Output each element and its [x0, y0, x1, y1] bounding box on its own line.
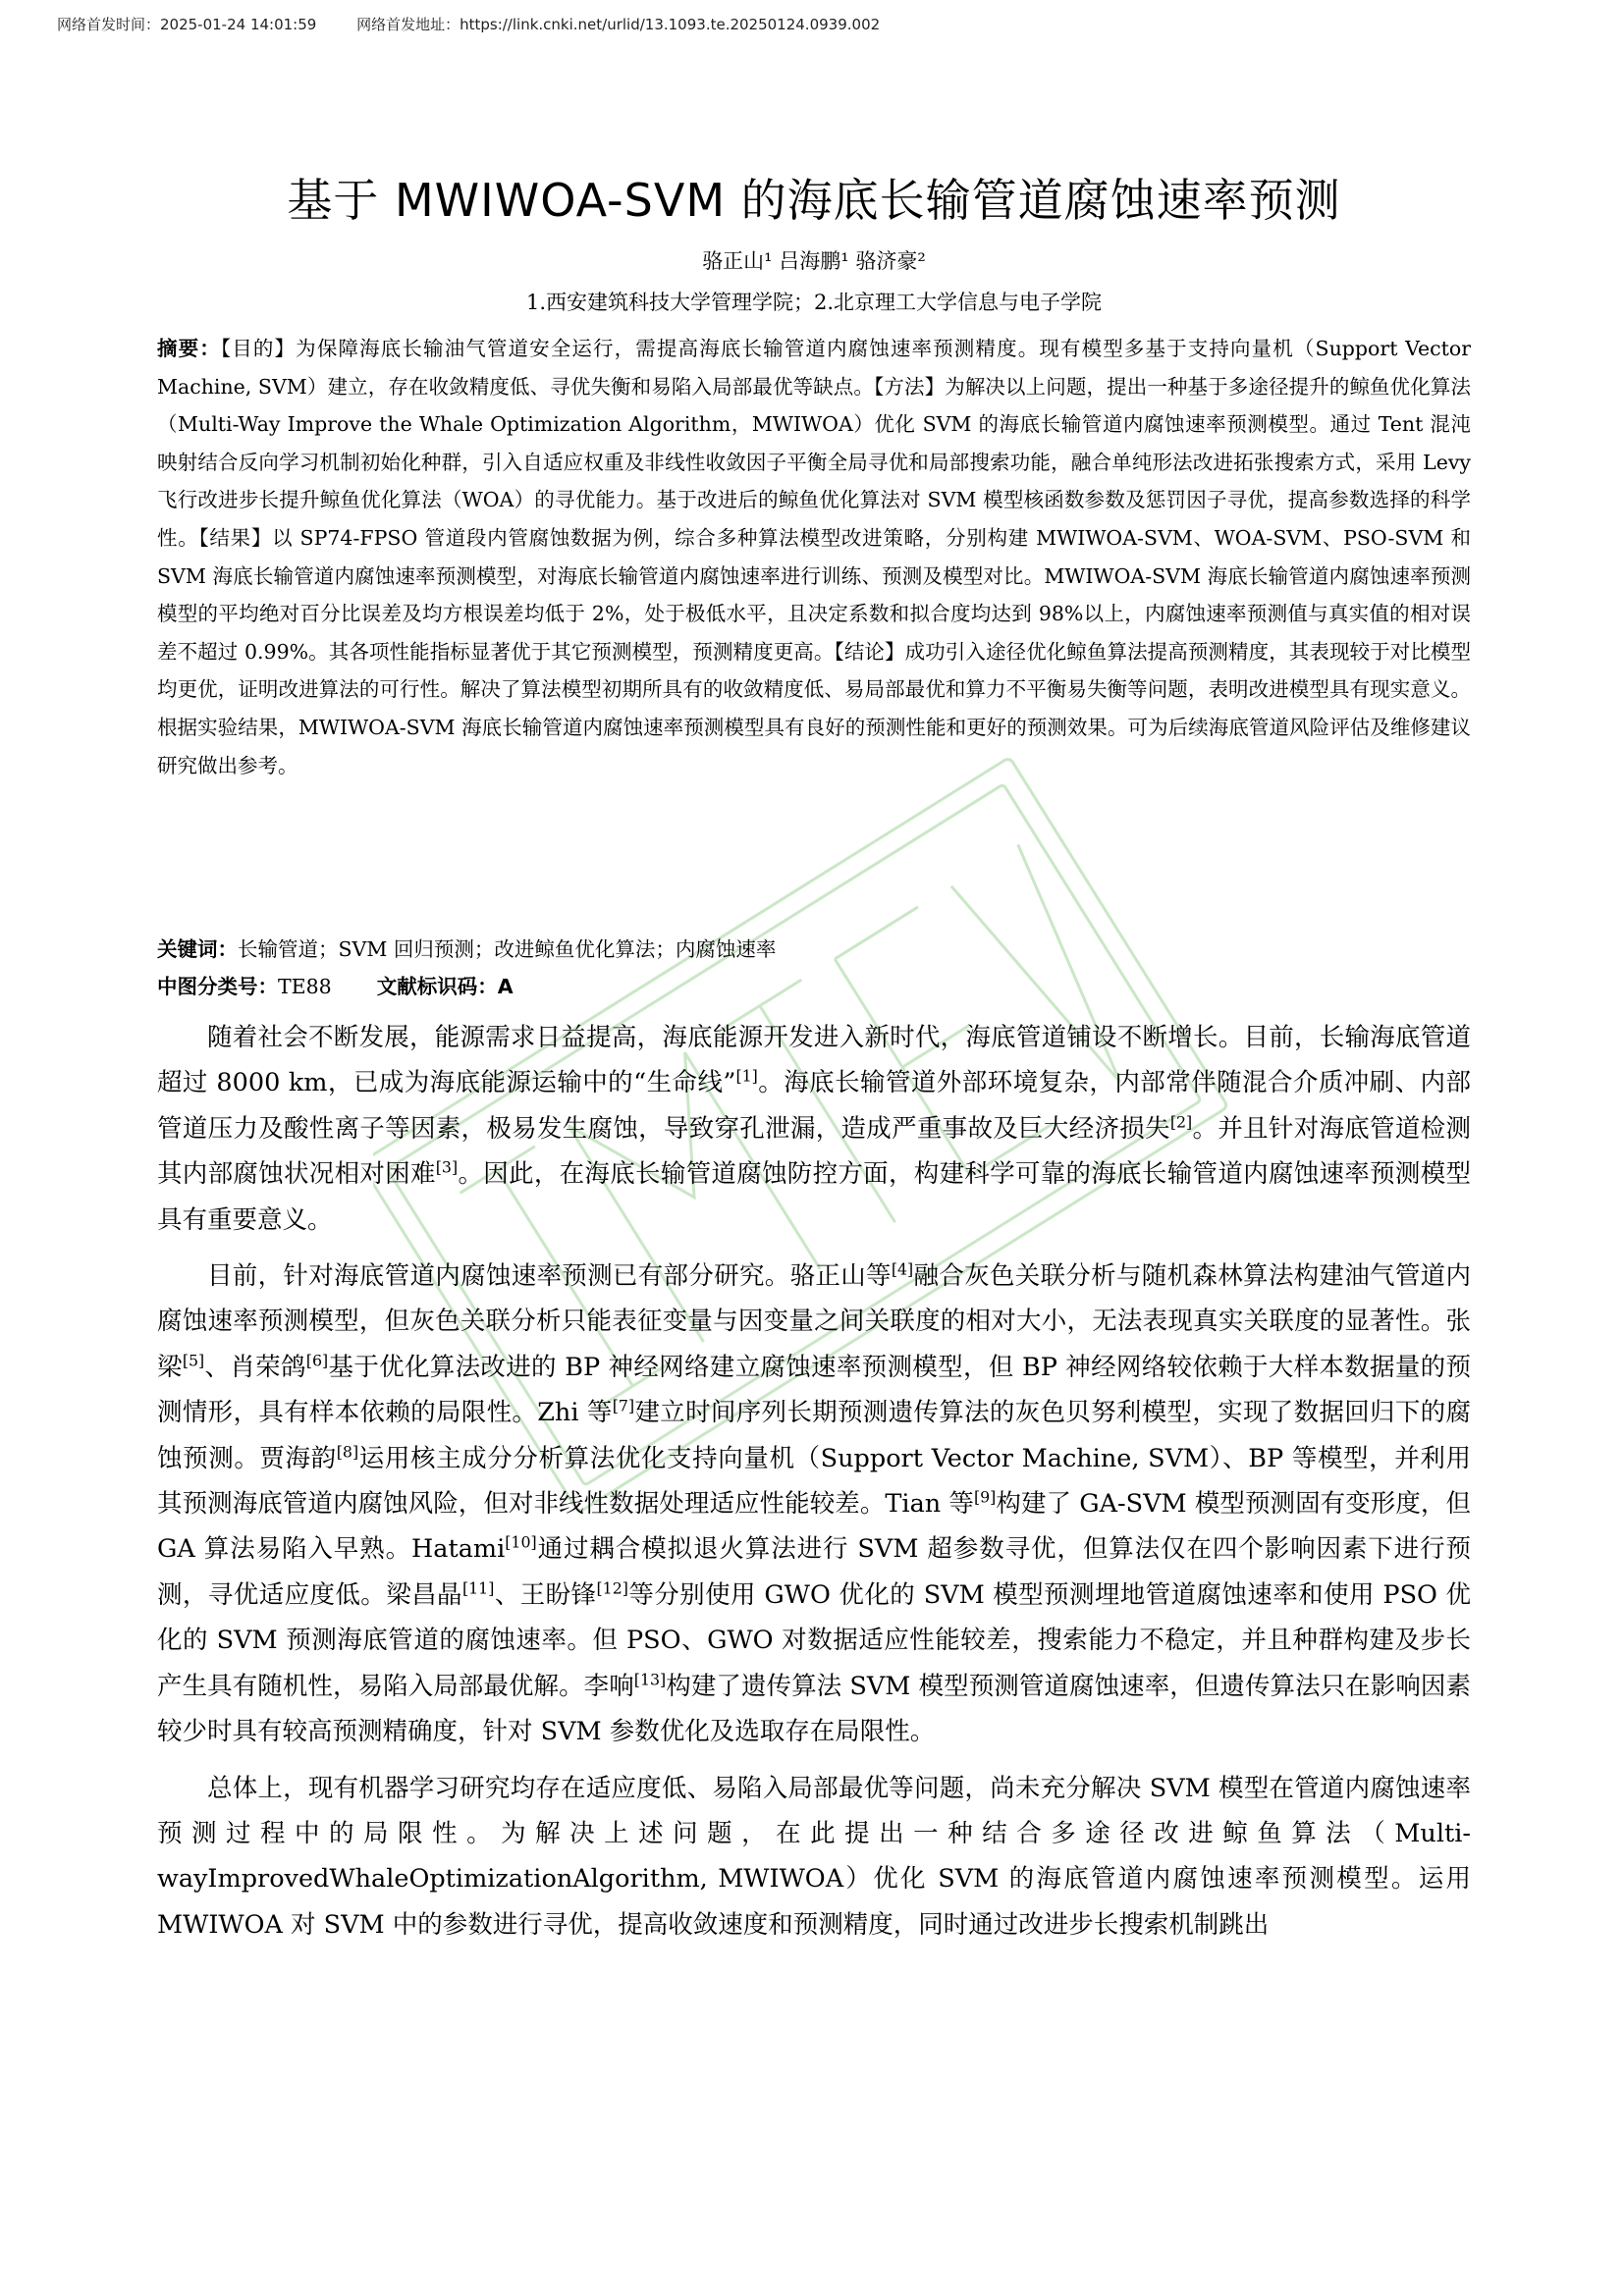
- body-text: [157, 1015, 1471, 1958]
- first-publish-url: 网络首发地址：https://link.cnki.net/urlid/13.1093.te.20250124.0939.002: [356, 16, 881, 33]
- citation: [6]: [305, 1351, 329, 1370]
- abstract-label: 摘要：: [157, 337, 221, 360]
- paper-authors: 骆正山¹ 吕海鹏¹ 骆济豪²: [702, 249, 926, 273]
- body-paragraph-1: 随着社会不断发展，能源需求日益提高，海底能源开发进入新时代，海底管道铺设不断增长。目前，长输海底管道超过 8000 km，已成为海底能源运输中的“生命线”[1]。海底长输管道外部环境复杂，内部常伴随混合介质冲刷、内部管道压力及酸性离子等因素，极易发生腐蚀，导致穿孔泄漏，造成严重事故及巨大经济损失[2]。并且针对海底管道检测其内部腐蚀状况相对困难[3]。因此，在海底长输管道腐蚀防控方面，构建科学可靠的海底长输管道内腐蚀速率预测模型具有重要意义。: [157, 1023, 1471, 1235]
- first-publish-time: 网络首发时间：2025-01-24 14:01:59: [57, 16, 317, 33]
- citation: [7]: [612, 1396, 635, 1415]
- keywords: [157, 931, 1471, 968]
- keywords-text: 长输管道；SVM 回归预测；改进鲸鱼优化算法；内腐蚀速率: [238, 937, 777, 961]
- clc-label: 中图分类号：: [157, 975, 278, 998]
- citation: [1]: [735, 1066, 758, 1086]
- body-paragraph-2: 目前，针对海底管道内腐蚀速率预测已有部分研究。骆正山等[4]融合灰色关联分析与随机森林算法构建油气管道内腐蚀速率预测模型，但灰色关联分析只能表征变量与因变量之间关联度的相对大小，无法表现真实关联度的显著性。张梁[5]、肖荣鸽[6]基于优化算法改进的 BP 神经网络建立腐蚀速率预测模型，但 BP 神经网络较依赖于大样本数据量的预测情形，具有样本依赖的局限性。Zhi 等[7]建立时间序列长期预测遗传算法的灰色贝努利模型，实现了数据回归下的腐蚀预测。贾海韵[8]运用核主成分分析算法优化支持向量机（Support Vector Machine, SVM）、BP 等模型，并利用其预测海底管道内腐蚀风险，但对非线性数据处理适应性能较差。Tian 等[9]构建了 GA-SVM 模型预测固有变形度，但 GA 算法易陷入早熟。Hatami[10]通过耦合模拟退火算法进行 SVM 超参数寻优，但算法仅在四个影响因素下进行预测，寻优适应度低。梁昌晶[11]、王盼锋[12]等分别使用 GWO 优化的 SVM 模型预测埋地管道腐蚀速率和使用 PSO 优化的 SVM 预测海底管道的腐蚀速率。但 PSO、GWO 对数据适应性能较差，搜索能力不稳定，并且种群构建及步长产生具有随机性，易陷入局部最优解。李响[13]构建了遗传算法 SVM 模型预测管道腐蚀速率，但遗传算法只在影响因素较少时具有较高预测精确度，针对 SVM 参数优化及选取存在局限性。: [157, 1259, 1471, 1747]
- citation: [4]: [891, 1259, 914, 1279]
- citation: [5]: [182, 1351, 205, 1370]
- paper-title: 基于 MWIWOA-SVM 的海底长输管道腐蚀速率预测: [287, 174, 1341, 227]
- citation: [13]: [633, 1670, 667, 1689]
- citation: [10]: [505, 1532, 537, 1552]
- keywords-label: 关键词：: [157, 937, 238, 961]
- classification-line: [157, 968, 1471, 1005]
- citation: [2]: [1169, 1112, 1193, 1132]
- citation: [8]: [336, 1442, 359, 1462]
- citation: [3]: [435, 1157, 459, 1177]
- citation: [12]: [596, 1578, 628, 1598]
- body-paragraph-3: 总体上，现有机器学习研究均存在适应度低、易陷入局部最优等问题，尚未充分解决 SVM 模型在管道内腐蚀速率预测过程中的局限性。为解决上述问题，在此提出一种结合多途径改进鲸鱼算法（Multi-wayImprovedWhaleOptimizationAlgorithm, MWIWOA）优化 SVM 的海底管道内腐蚀速率预测模型。运用 MWIWOA 对 SVM 中的参数进行寻优，提高收敛速度和预测精度，同时通过改进步长搜索机制跳出: [157, 1773, 1471, 1940]
- citation: [11]: [461, 1578, 495, 1598]
- paper-affiliations: 1.西安建筑科技大学管理学院；2.北京理工大学信息与电子学院: [525, 291, 1103, 314]
- publication-info-bar: [57, 14, 915, 34]
- doc-code: A: [497, 975, 514, 998]
- abstract-text: 【目的】为保障海底长输油气管道安全运行，需提高海底长输管道内腐蚀速率预测精度。现有模型多基于支持向量机（Support Vector Machine, SVM）建立，存在收敛精度低、寻优失衡和易陷入局部最优等缺点。【方法】为解决以上问题，提出一种基于多途径提升的鲸鱼优化算法（Multi-Way Improve the Whale Optimization Algorithm，MWIWOA）优化 SVM 的海底长输管道内腐蚀速率预测模型。通过 Tent 混沌映射结合反向学习机制初始化种群，引入自适应权重及非线性收敛因子平衡全局寻优和局部搜索功能，融合单纯形法改进拓张搜索方式，采用 Levy 飞行改进步长提升鲸鱼优化算法（WOA）的寻优能力。基于改进后的鲸鱼优化算法对 SVM 模型核函数参数及惩罚因子寻优，提高参数选择的科学性。【结果】以 SP74-FPSO 管道段内管腐蚀数据为例，综合多种算法模型改进策略，分别构建 MWIWOA-SVM、WOA-SVM、PSO-SVM 和 SVM 海底长输管道内腐蚀速率预测模型，对海底长输管道内腐蚀速率进行训练、预测及模型对比。MWIWOA-SVM 海底长输管道内腐蚀速率预测模型的平均绝对百分比误差及均方根误差均低于 2%，处于极低水平，且决定系数和拟合度均达到 98%以上，内腐蚀速率预测值与真实值的相对误差不超过 0.99%。其各项性能指标显著优于其它预测模型，预测精度更高。【结论】成功引入途径优化鲸鱼算法提高预测精度，其表现较于对比模型均更优，证明改进算法的可行性。解决了算法模型初期所具有的收敛精度低、易局部最优和算力不平衡易失衡等问题，表明改进模型具有现实意义。根据实验结果，MWIWOA-SVM 海底长输管道内腐蚀速率预测模型具有良好的预测性能和更好的预测效果。可为后续海底管道风险评估及维修建议研究做出参考。: [157, 337, 1471, 777]
- clc-code: TE88: [278, 975, 332, 998]
- citation: [9]: [973, 1487, 997, 1507]
- abstract: [157, 330, 1471, 784]
- doc-code-label: 文献标识码：: [376, 975, 498, 998]
